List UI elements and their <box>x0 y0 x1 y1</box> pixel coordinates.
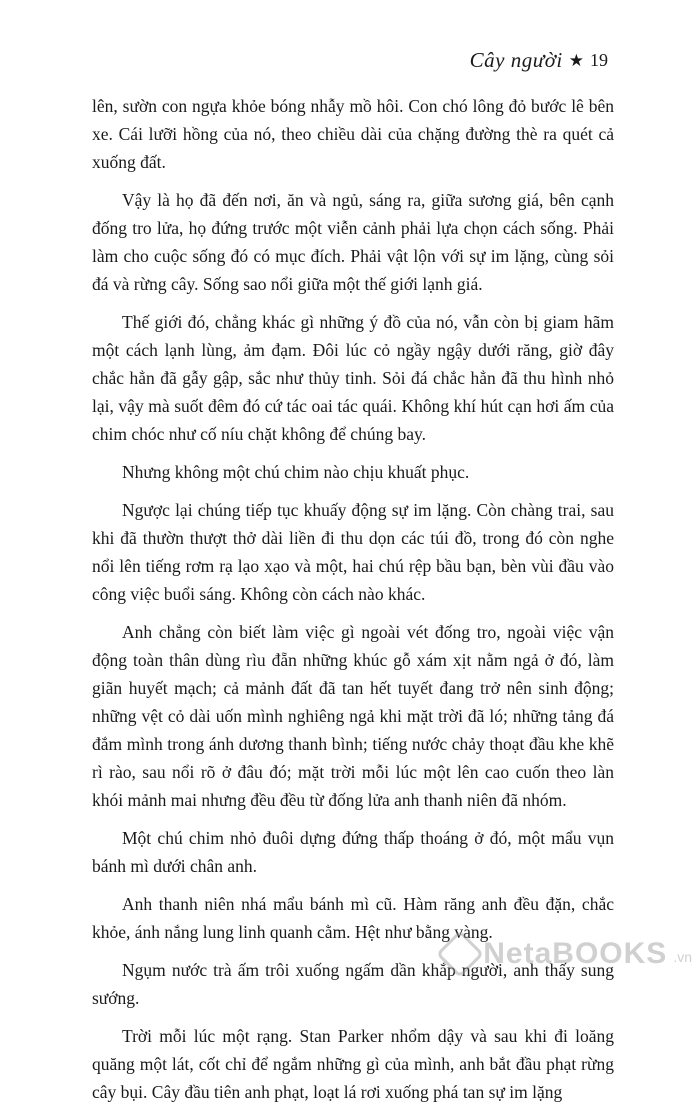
star-icon: ★ <box>568 50 584 70</box>
paragraph: Một chú chim nhỏ đuôi dựng đứng thấp thoáng ở đó, một mẩu vụn bánh mì dưới chân anh. <box>92 828 614 876</box>
page-number: 19 <box>590 50 608 70</box>
paragraph: Nhưng không một chú chim nào chịu khuất phục. <box>122 462 470 482</box>
paragraph: lên, sườn con ngựa khỏe bóng nhẫy mồ hôi. Con chó lông đỏ bước lê bên xe. Cái lưỡi hồng của nó, theo chiều dài của chặng đường thè ra quét cả xuống đất. <box>92 96 614 172</box>
paragraph: Thế giới đó, chẳng khác gì những ý đồ của nó, vẫn còn bị giam hãm một cách lạnh lùng, ảm đạm. Đôi lúc cỏ ngầy ngậy dưới răng, giờ đây chắc hẳn đã gẫy gập, sắc như thủy tinh. Sỏi đá chắc hẳn đã thu hình nhỏ lại, vậy mà suốt đêm đó cứ tác oai tác quái. Không khí hút cạn hơi ấm của chim chóc như cố níu chặt không để chúng bay. <box>92 312 614 444</box>
watermark-logo-icon <box>436 930 484 978</box>
watermark-suffix: .vn <box>673 949 692 965</box>
paragraph: Vậy là họ đã đến nơi, ăn và ngủ, sáng ra, giữa sương giá, bên cạnh đống tro lửa, họ đứng trước một viễn cảnh phải lựa chọn cách sống. Phải làm cho cuộc sống đó có mục đích. Phải vật lộn với sự im lặng, cùng sỏi đá và rừng cây. Sống sao nổi giữa một thế giới lạnh giá. <box>92 190 614 294</box>
paragraph: Trời mỗi lúc một rạng. Stan Parker nhổm dậy và sau khi đi loăng quăng một lát, cốt chỉ để ngắm những gì của mình, anh bắt đầu phạt rừng cây bụi. Cây đầu tiên anh phạt, loạt lá rơi xuống phá tan sự im lặng <box>92 1026 614 1102</box>
paragraph: Ngụm nước trà ấm trôi xuống ngấm dần khắp người, anh thấy sung sướng. <box>92 960 614 1008</box>
running-title: Cây người <box>469 48 563 72</box>
paragraph: Ngược lại chúng tiếp tục khuấy động sự im lặng. Còn chàng trai, sau khi đã thườn thượt thở dài liền đi thu dọn các túi đồ, trong đó còn nghe nổi lên tiếng rơm rạ lạo xạo và một, hai chú rệp bầu bạn, bèn vùi đầu vào công việc buổi sáng. Không còn cách nào khác. <box>92 500 614 604</box>
paragraph: Anh chẳng còn biết làm việc gì ngoài vét đống tro, ngoài việc vận động toàn thân dùng rìu đẵn những khúc gỗ xám xịt nằm ngả ở đó, làm giãn huyết mạch; cả mảnh đất đã tan hết tuyết đang trở nên sinh động; những vệt cỏ dài uốn mình nghiêng ngả khi mặt trời đã ló; những tảng đá đắm mình trong ánh dương thanh bình; tiếng nước chảy thoạt đầu khe khẽ rì rào, sau nổi rõ ở đâu đó; mặt trời mỗi lúc một lên cao cuốn theo làn khói mảnh mai nhưng đều đều từ đống lửa anh thanh niên đã nhóm. <box>92 622 614 810</box>
page-header <box>470 48 608 73</box>
watermark <box>443 937 692 971</box>
watermark-text: NetaBOOKS <box>483 937 668 970</box>
paragraph: Anh thanh niên nhá mẩu bánh mì cũ. Hàm răng anh đều đặn, chắc khỏe, ánh nắng lung linh quanh cằm. Hệt như bằng vàng. <box>92 894 614 942</box>
